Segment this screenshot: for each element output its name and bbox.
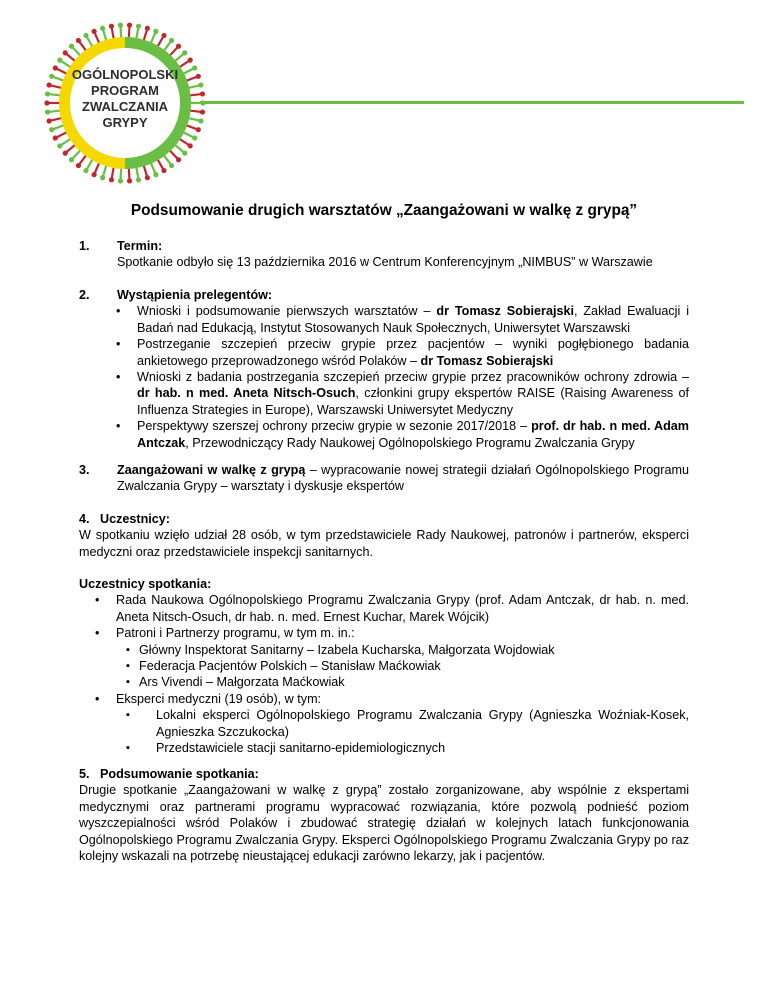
speaker-item: • Postrzeganie szczepień przeciw grypie przez pacjentów – wyniki pogłębionego badania ankietowego przeprowadzonego wśród Polaków – dr Tomasz Sobierajski (79, 336, 689, 369)
virus-spike-tip (145, 26, 150, 31)
section-speakers (79, 287, 689, 451)
virus-spike-tip (92, 29, 97, 34)
section-heading: 5. Podsumowanie spotkania: (79, 767, 259, 781)
virus-spike-tip (118, 23, 123, 28)
virus-spike-tip (83, 168, 88, 173)
virus-spike-tip (45, 109, 50, 114)
virus-spike-tip (127, 178, 132, 183)
virus-spike-tip (161, 168, 166, 173)
virus-spike-tip (200, 109, 205, 114)
virus-spike-tip (198, 82, 203, 87)
section-participants (79, 511, 689, 560)
virus-spike-tip (200, 91, 205, 96)
virus-spike-tip (47, 118, 52, 123)
virus-spike-tip (69, 44, 74, 49)
section-heading: Wystąpienia prelegentów: (117, 288, 273, 302)
participant-subitem: ▪ Lokalni eksperci Ogólnopolskiego Programu Zwalczania Grypy (Agnieszka Woźniak-Kosek, Agnieszka Szczukocka) (79, 707, 689, 740)
virus-spike-tip (76, 163, 81, 168)
section-text: Spotkanie odbyło się 13 października 2016 w Centrum Konferencyjnym „NIMBUS” w Warszawie (117, 255, 653, 270)
virus-spike-tip (169, 163, 174, 168)
virus-spike-tip (182, 50, 187, 55)
virus-spike-tip (153, 172, 158, 177)
virus-spike-tip (100, 175, 105, 180)
page-title: Podsumowanie drugich warsztatów „Zaangażowani w walkę z grypą” (130, 202, 638, 219)
virus-spike-tip (92, 172, 97, 177)
section-summary (79, 766, 689, 864)
participant-subitem: ▪ Przedstawiciele stacji sanitarno-epidemiologicznych (79, 740, 689, 756)
virus-spike-tip (176, 157, 181, 162)
logo-text-line1: OGÓLNOPOLSKI (71, 67, 179, 82)
virus-spike-tip (69, 157, 74, 162)
speaker-item: • Perspektywy szerszej ochrony przeciw grypie w sezonie 2017/2018 – prof. dr hab. n med. Adam Antczak, Przewodniczący Rady Naukowej Ogólnopolskiego Programu Zwalczania Grypy (79, 418, 689, 451)
virus-spike-tip (83, 33, 88, 38)
section-number: 3. (79, 463, 90, 477)
virus-spike-tip (118, 178, 123, 183)
virus-spike-tip (109, 177, 114, 182)
virus-spike-tip (192, 135, 197, 140)
virus-spike-tip (127, 23, 132, 28)
section-workshop (79, 462, 689, 495)
participant-subitem: ▪ Federacja Pacjentów Polskich – Stanisław Maćkowiak (79, 658, 689, 674)
virus-spike-tip (196, 74, 201, 79)
virus-spike-tip (182, 151, 187, 156)
virus-spike-tip (47, 82, 52, 87)
virus-spike-tip (53, 65, 58, 70)
section-text: W spotkaniu wzięło udział 28 osób, w tym przedstawiciele Rady Naukowej, patronów i partnerów, eksperci medyczni oraz przedstawiciele inspekcji sanitarnych. (79, 528, 689, 559)
section-heading: 4. Uczestnicy: (79, 512, 170, 526)
virus-spike-tip (57, 143, 62, 148)
virus-spike-tip (49, 127, 54, 132)
section-number: 2. (79, 288, 90, 302)
section-termin (79, 238, 689, 271)
virus-spike-tip (109, 24, 114, 29)
section-text: – wypracowanie nowej strategii działań Ogólnopolskiego Programu Zwalczania Grypy – warsztaty i dyskusje ekspertów (117, 463, 689, 494)
virus-spike-tip (100, 26, 105, 31)
virus-spike-tip (198, 118, 203, 123)
virus-spike-tip (63, 151, 68, 156)
virus-spike-tip (192, 65, 197, 70)
header-divider (200, 101, 744, 104)
program-logo (40, 16, 210, 186)
section-text: Drugie spotkanie „Zaangażowani w walkę z grypą” zostało zorganizowane, aby wspólnie z ekspertami medycznymi oraz partnerami programu wypracować rozwiązania, które pozwolą podnieść poziom wyszczepialności wśród Polaków i zbudować strategię działań w kolejnych latach funkcjonowania Ogólnopolskiego Programu Zwalczania Grypy. Eksperci Ogólnopolskiego Programu Zwalczania Grypy po raz kolejny wskazali na potrzebę nieustającej edukacji zarówno lekarzy, jak i pacjentów. (79, 783, 689, 864)
virus-spike-tip (161, 33, 166, 38)
section-number: 1. (79, 239, 90, 253)
participant-group: • Rada Naukowa Ogólnopolskiego Programu Zwalczania Grypy (prof. Adam Antczak, dr hab. n. med. Aneta Nitsch-Osuch, dr hab. n. med. Ernest Kuchar, Marek Wójcik) (79, 592, 689, 625)
section-heading: Termin: (117, 239, 163, 253)
virus-spike-tip (188, 58, 193, 63)
participant-subitem: ▪ Główny Inspektorat Sanitarny – Izabela Kucharska, Małgorzata Wojdowiak (79, 642, 689, 658)
logo-text-line3: ZWALCZANIA (82, 99, 168, 114)
virus-spike-tip (169, 38, 174, 43)
virus-spike-tip (53, 135, 58, 140)
virus-spike-tip (76, 38, 81, 43)
participant-group: • Patroni i Partnerzy programu, w tym m. in.: ▪ Główny Inspektorat Sanitarny – Izabela Kucharska, Małgorzata Wojdowiak ▪ Federacja Pacjentów Polskich – Stanisław Maćkowiak ▪ Ars Vivendi – Małgorzata Maćkowiak (79, 625, 689, 691)
virus-spike-tip (196, 127, 201, 132)
virus-spike-tip (153, 29, 158, 34)
virus-spike-tip (136, 24, 141, 29)
virus-spike-tip (176, 44, 181, 49)
virus-spike-tip (63, 50, 68, 55)
virus-spike-tip (145, 175, 150, 180)
speaker-item: • Wnioski z badania postrzegania szczepień przeciw grypie przez pracowników ochrony zdrowia – dr hab. n med. Aneta Nitsch-Osuch, członkini grupy ekspertów RAISE (Raising Awareness of Influenza Strategies in Europe), Warszawski Uniwersytet Medyczny (79, 369, 689, 418)
speaker-item: • Wnioski i podsumowanie pierwszych warsztatów – dr Tomasz Sobierajski, Zakład Ewaluacji i Badań nad Edukacją, Instytut Stosowanych Nauk Społecznych, Uniwersytet Warszawski (79, 303, 689, 336)
logo-text-line4: GRYPY (102, 115, 148, 130)
participants-list (79, 576, 689, 756)
virus-spike-tip (136, 177, 141, 182)
virus-spike-tip (44, 100, 49, 105)
participant-group: • Eksperci medyczni (19 osób), w tym: ▪ Lokalni eksperci Ogólnopolskiego Programu Zwalczania Grypy (Agnieszka Woźniak-Kosek, Agnieszka Szczukocka) ▪ Przedstawiciele stacji sanitarno-epidemiologicznych (79, 691, 689, 757)
virus-spike-tip (188, 143, 193, 148)
section-heading: Zaangażowani w walkę z grypą (117, 463, 306, 477)
logo-text-line2: PROGRAM (91, 83, 159, 98)
participant-subitem: ▪ Ars Vivendi – Małgorzata Maćkowiak (79, 674, 689, 690)
virus-spike-tip (49, 74, 54, 79)
participants-heading: Uczestnicy spotkania: (79, 577, 212, 591)
virus-spike-tip (45, 91, 50, 96)
virus-spike-tip (57, 58, 62, 63)
